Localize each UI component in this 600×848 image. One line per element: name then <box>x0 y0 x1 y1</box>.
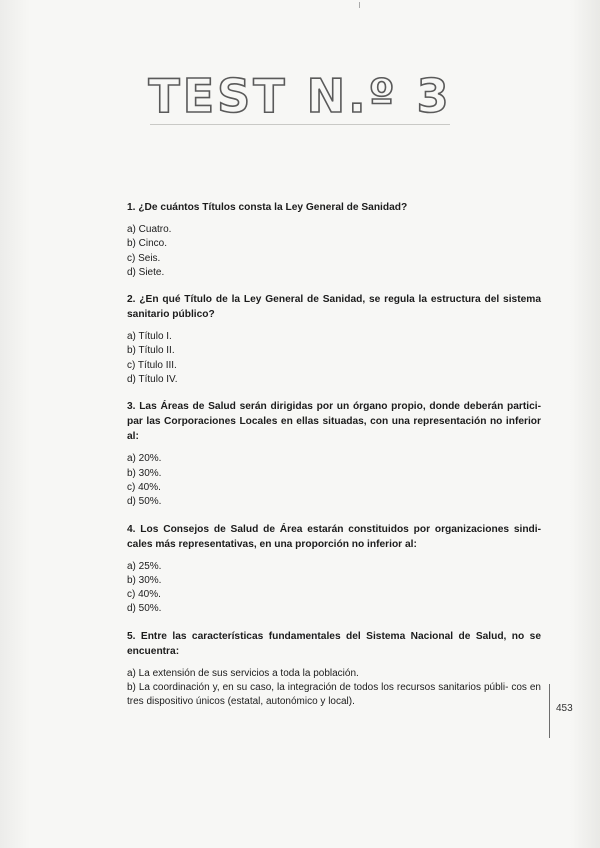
scan-mark <box>359 2 366 8</box>
option-c: c) 40%. <box>127 481 161 493</box>
page-number: 453 <box>556 703 573 714</box>
margin-line <box>549 684 550 738</box>
option-b: b) 30%. <box>127 574 162 586</box>
question-1-options <box>127 223 541 280</box>
page-title: TEST N.º 3 <box>148 69 452 123</box>
question-3-options <box>127 452 541 509</box>
option-b: b) 30%. <box>127 467 162 479</box>
option-a: a) 25%. <box>127 560 162 572</box>
option-b: b) La coordinación y, en su caso, la integración de todos los recursos sanitarios públi- cos en tres dispositivo únicos (estatal, autonómico y local). <box>127 682 541 708</box>
option-c: c) Título III. <box>127 359 177 371</box>
option-d: d) 50%. <box>127 496 162 508</box>
option-d: d) Siete. <box>127 266 165 278</box>
option-d: d) Título IV. <box>127 374 178 386</box>
question-4: 4. Los Consejos de Salud de Área estarán constituidos por organizaciones sindi- cales más representativas, en una proporción no inferior al: <box>127 523 541 550</box>
question-1: 1. ¿De cuántos Títulos consta la Ley General de Sanidad? <box>127 202 408 213</box>
question-5-options <box>127 667 541 710</box>
option-d: d) 50%. <box>127 603 162 615</box>
title-rule <box>150 124 450 125</box>
option-a: a) Título I. <box>127 331 172 343</box>
question-3: 3. Las Áreas de Salud serán dirigidas por un órgano propio, donde deberán partici- par las Corporaciones Locales en ellas situadas, con una representación no inferior al: <box>127 401 541 443</box>
question-2-options <box>127 330 541 387</box>
option-c: c) Seis. <box>127 252 161 264</box>
option-b: b) Cinco. <box>127 238 168 250</box>
question-4-options <box>127 560 541 617</box>
option-b: b) Título II. <box>127 345 175 357</box>
option-a: a) La extensión de sus servicios a toda la población. <box>127 667 359 679</box>
option-a: a) 20%. <box>127 453 162 465</box>
option-a: a) Cuatro. <box>127 224 172 235</box>
option-c: c) 40%. <box>127 589 161 601</box>
question-5: 5. Entre las características fundamentales del Sistema Nacional de Salud, no se encuentra: <box>127 630 541 657</box>
question-2: 2. ¿En qué Título de la Ley General de Sanidad, se regula la estructura del sistema sanitario público? <box>127 294 541 321</box>
question-list <box>113 200 541 722</box>
